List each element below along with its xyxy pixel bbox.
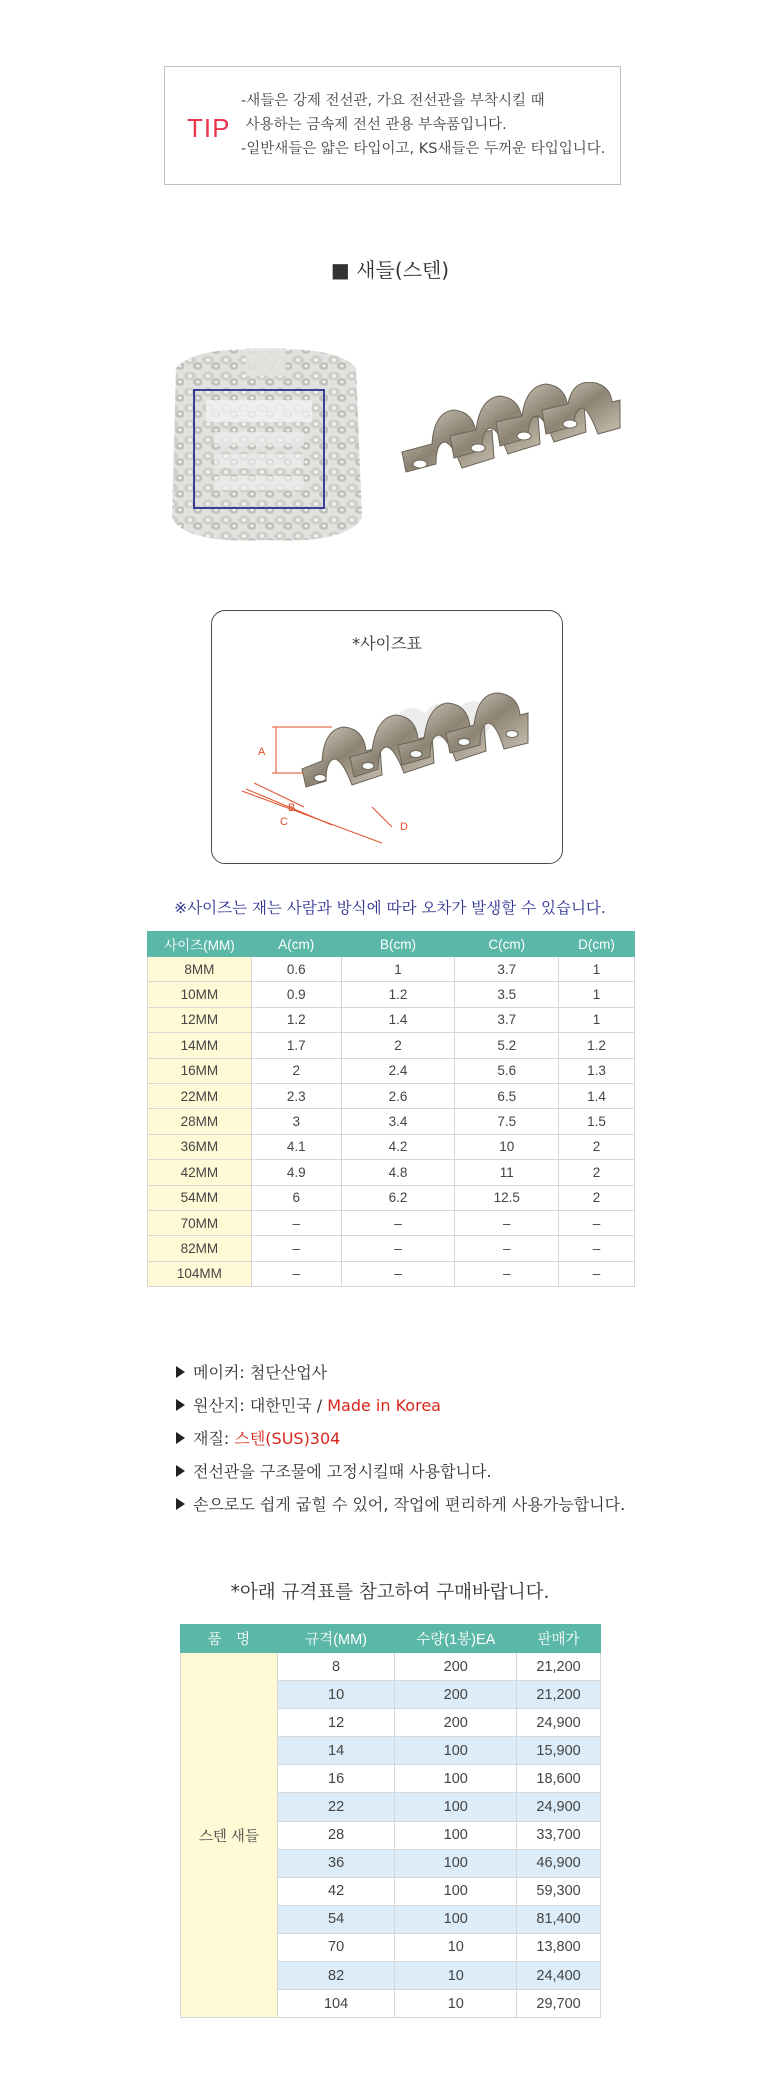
size-cell: 42MM (148, 1160, 252, 1185)
table-row (181, 1653, 601, 1681)
value-cell: 2.4 (341, 1058, 455, 1083)
col-header: A(cm) (251, 932, 341, 957)
size-diagram (212, 611, 564, 865)
price-cell: 59,300 (517, 1877, 601, 1905)
quantity-cell: 100 (395, 1877, 517, 1905)
size-table-header (148, 932, 635, 957)
price-cell: 13,800 (517, 1933, 601, 1961)
spec-origin (176, 1389, 625, 1422)
price-cell: 21,200 (517, 1681, 601, 1709)
value-cell: 4.9 (251, 1160, 341, 1185)
size-cell: 14MM (148, 1033, 252, 1058)
table-row (148, 1007, 635, 1032)
size-cell: 82MM (148, 1236, 252, 1261)
spec-cell: 8 (277, 1653, 395, 1681)
value-cell: 6.2 (341, 1185, 455, 1210)
spec-cell: 10 (277, 1681, 395, 1709)
col-header: 품 명 (181, 1625, 278, 1653)
value-cell: 4.8 (341, 1160, 455, 1185)
spec-cell: 54 (277, 1905, 395, 1933)
tip-line: -새들은 강제 전선관, 가요 전선관을 부착시킬 때 (241, 93, 545, 109)
spec-cell: 22 (277, 1793, 395, 1821)
value-cell: 3.4 (341, 1109, 455, 1134)
spec-usage (176, 1455, 625, 1488)
dim-label-a: A (258, 746, 266, 758)
value-cell: 1.3 (559, 1058, 635, 1083)
spec-value: 스텐(SUS)304 (234, 1429, 341, 1448)
quantity-cell: 200 (395, 1709, 517, 1737)
col-header: C(cm) (455, 932, 559, 957)
dim-label-c: C (280, 816, 288, 828)
quantity-cell: 100 (395, 1793, 517, 1821)
size-cell: 12MM (148, 1007, 252, 1032)
size-cell: 36MM (148, 1134, 252, 1159)
price-table (180, 1624, 601, 2018)
price-cell: 24,900 (517, 1709, 601, 1737)
spec-text: 전선관을 구조물에 고정시킬때 사용합니다. (193, 1462, 492, 1481)
product-bag-image (166, 338, 366, 546)
price-cell: 21,200 (517, 1653, 601, 1681)
value-cell: 1.2 (559, 1033, 635, 1058)
product-saddle-image (392, 382, 622, 502)
price-cell: 33,700 (517, 1821, 601, 1849)
spec-cell: 14 (277, 1737, 395, 1765)
quantity-cell: 200 (395, 1653, 517, 1681)
spec-cell: 42 (277, 1877, 395, 1905)
value-cell: 2 (251, 1058, 341, 1083)
price-cell: 46,900 (517, 1849, 601, 1877)
value-cell: 0.9 (251, 982, 341, 1007)
value-cell: – (455, 1261, 559, 1286)
spec-list (176, 1356, 625, 1521)
size-chart-panel (211, 610, 563, 864)
quantity-cell: 10 (395, 1962, 517, 1990)
quantity-cell: 100 (395, 1821, 517, 1849)
value-cell: – (559, 1236, 635, 1261)
section-title: ■ 새들(스텐) (330, 258, 450, 282)
table-row (148, 1160, 635, 1185)
spec-text: 손으로도 쉽게 굽힐 수 있어, 작업에 편리하게 사용가능합니다. (193, 1495, 626, 1514)
size-cell: 22MM (148, 1083, 252, 1108)
spec-cell: 36 (277, 1849, 395, 1877)
value-cell: – (251, 1210, 341, 1235)
size-chart-title: *사이즈표 (352, 634, 422, 653)
table-row (148, 1185, 635, 1210)
col-header: 사이즈(MM) (148, 932, 252, 957)
value-cell: 1.7 (251, 1033, 341, 1058)
price-table-header (181, 1625, 601, 1653)
value-cell: 1.4 (559, 1083, 635, 1108)
value-cell: – (455, 1236, 559, 1261)
quantity-cell: 200 (395, 1681, 517, 1709)
value-cell: 3.7 (455, 957, 559, 982)
col-header: 규격(MM) (277, 1625, 395, 1653)
tip-line: 사용하는 금속제 전선 관용 부속품입니다. (241, 117, 507, 133)
col-header: 판매가 (517, 1625, 601, 1653)
spec-label: 메이커: (193, 1363, 250, 1382)
tip-line: -일반새들은 얇은 타입이고, KS새들은 두꺼운 타입입니다. (241, 141, 606, 157)
spec-label: 재질: (193, 1429, 235, 1448)
triangle-right-icon (176, 1432, 185, 1444)
table-row (148, 1210, 635, 1235)
size-cell: 104MM (148, 1261, 252, 1286)
product-name-cell: 스텐 새들 (181, 1653, 278, 2018)
quantity-cell: 10 (395, 1990, 517, 2018)
price-cell: 24,900 (517, 1793, 601, 1821)
value-cell: – (455, 1210, 559, 1235)
spec-value: Made in Korea (327, 1396, 441, 1415)
tip-text (241, 89, 605, 161)
col-header: D(cm) (559, 932, 635, 957)
quantity-cell: 100 (395, 1905, 517, 1933)
spec-material (176, 1422, 625, 1455)
value-cell: 7.5 (455, 1109, 559, 1134)
spec-maker (176, 1356, 625, 1389)
value-cell: 10 (455, 1134, 559, 1159)
value-cell: 12.5 (455, 1185, 559, 1210)
triangle-right-icon (176, 1498, 185, 1510)
size-table (147, 931, 635, 1287)
spec-label: 원산지: 대한민국 / (193, 1396, 328, 1415)
size-cell: 8MM (148, 957, 252, 982)
table-row (148, 1083, 635, 1108)
table-row (148, 1236, 635, 1261)
size-cell: 16MM (148, 1058, 252, 1083)
table-row (148, 1134, 635, 1159)
size-cell: 70MM (148, 1210, 252, 1235)
value-cell: 1.2 (341, 982, 455, 1007)
table-row (148, 1058, 635, 1083)
value-cell: – (559, 1210, 635, 1235)
value-cell: 2.6 (341, 1083, 455, 1108)
value-cell: 1 (341, 957, 455, 982)
value-cell: 1.2 (251, 1007, 341, 1032)
quantity-cell: 100 (395, 1737, 517, 1765)
spec-cell: 104 (277, 1990, 395, 2018)
spec-value: 첨단산업사 (249, 1363, 328, 1382)
dim-label-b: B (288, 802, 296, 814)
price-cell: 15,900 (517, 1737, 601, 1765)
value-cell: 3.7 (455, 1007, 559, 1032)
value-cell: 5.2 (455, 1033, 559, 1058)
value-cell: – (341, 1261, 455, 1286)
value-cell: 3.5 (455, 982, 559, 1007)
price-cell: 29,700 (517, 1990, 601, 2018)
price-cell: 24,400 (517, 1962, 601, 1990)
value-cell: 1 (559, 982, 635, 1007)
table-row (148, 982, 635, 1007)
table-row (148, 1033, 635, 1058)
value-cell: 1 (559, 957, 635, 982)
size-cell: 54MM (148, 1185, 252, 1210)
size-note: ※사이즈는 재는 사람과 방식에 따라 오차가 발생할 수 있습니다. (174, 899, 606, 917)
spec-cell: 28 (277, 1821, 395, 1849)
table-row (148, 957, 635, 982)
triangle-right-icon (176, 1399, 185, 1411)
price-table-title: *아래 규격표를 참고하여 구매바랍니다. (230, 1582, 550, 1603)
price-cell: 81,400 (517, 1905, 601, 1933)
table-row (148, 1109, 635, 1134)
value-cell: 4.1 (251, 1134, 341, 1159)
value-cell: – (251, 1236, 341, 1261)
value-cell: 3 (251, 1109, 341, 1134)
size-cell: 28MM (148, 1109, 252, 1134)
dim-label-d: D (400, 821, 408, 833)
tip-label: TIP (187, 113, 231, 143)
spec-cell: 70 (277, 1933, 395, 1961)
value-cell: 1.5 (559, 1109, 635, 1134)
col-header: 수량(1봉)EA (395, 1625, 517, 1653)
quantity-cell: 100 (395, 1765, 517, 1793)
spec-cell: 16 (277, 1765, 395, 1793)
value-cell: 5.6 (455, 1058, 559, 1083)
tip-box (164, 66, 621, 185)
value-cell: 11 (455, 1160, 559, 1185)
table-row (148, 1261, 635, 1286)
value-cell: 2 (559, 1134, 635, 1159)
value-cell: 1.4 (341, 1007, 455, 1032)
value-cell: 6.5 (455, 1083, 559, 1108)
spec-cell: 82 (277, 1962, 395, 1990)
value-cell: 4.2 (341, 1134, 455, 1159)
value-cell: 6 (251, 1185, 341, 1210)
price-cell: 18,600 (517, 1765, 601, 1793)
value-cell: – (251, 1261, 341, 1286)
value-cell: 2.3 (251, 1083, 341, 1108)
quantity-cell: 10 (395, 1933, 517, 1961)
value-cell: 2 (559, 1160, 635, 1185)
col-header: B(cm) (341, 932, 455, 957)
value-cell: – (341, 1210, 455, 1235)
spec-cell: 12 (277, 1709, 395, 1737)
value-cell: 0.6 (251, 957, 341, 982)
value-cell: – (559, 1261, 635, 1286)
value-cell: 1 (559, 1007, 635, 1032)
size-cell: 10MM (148, 982, 252, 1007)
triangle-right-icon (176, 1465, 185, 1477)
triangle-right-icon (176, 1366, 185, 1378)
spec-feature (176, 1488, 625, 1521)
value-cell: 2 (341, 1033, 455, 1058)
quantity-cell: 100 (395, 1849, 517, 1877)
value-cell: – (341, 1236, 455, 1261)
value-cell: 2 (559, 1185, 635, 1210)
